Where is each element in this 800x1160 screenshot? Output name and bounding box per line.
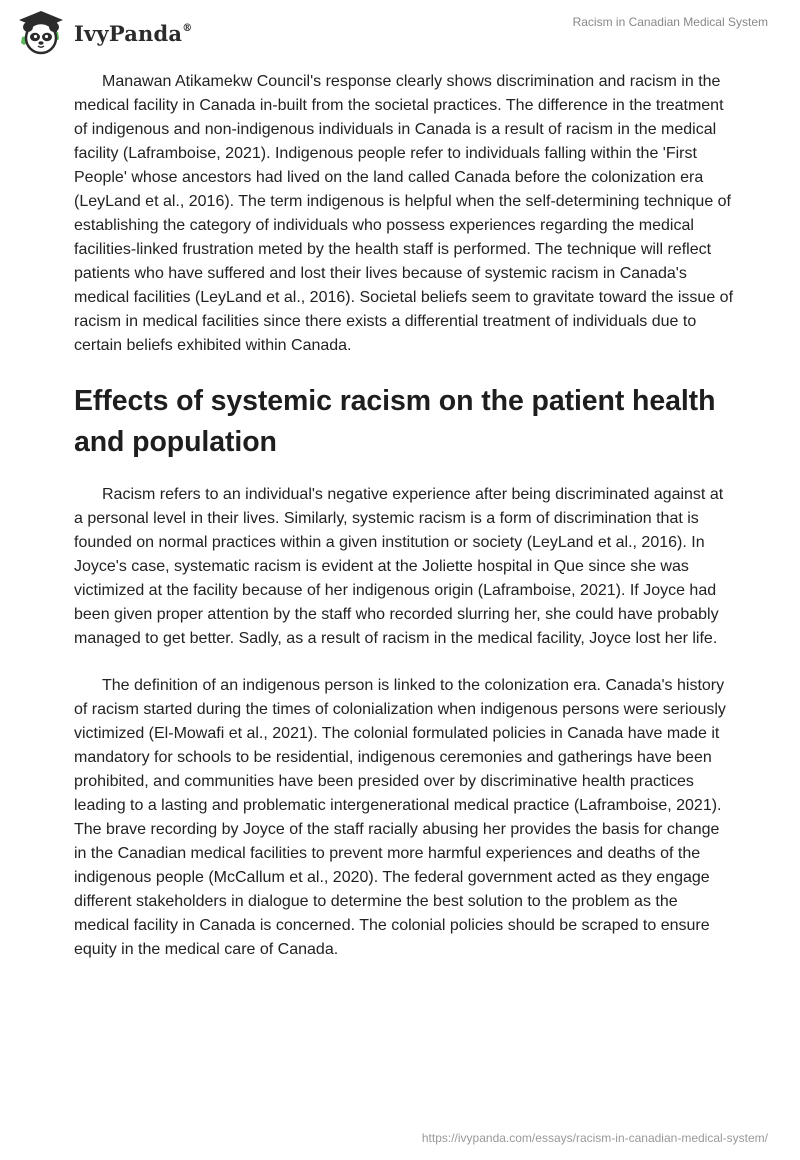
section-heading: Effects of systemic racism on the patient health and population xyxy=(74,385,716,458)
source-url-link[interactable]: https://ivypanda.com/essays/racism-in-canadian-medical-system/ xyxy=(421,1131,768,1145)
logo-text: IvyPanda® xyxy=(74,20,193,46)
logo[interactable] xyxy=(14,9,192,57)
panda-logo-icon xyxy=(14,9,68,57)
page-header xyxy=(0,0,800,70)
paragraph-1: Manawan Atikamekw Council's response clearly shows discrimination and racism in the medical facility in Canada in-built from the societal practices. The difference in the treatment of indigenous and non-indigenous individuals in Canada is a result of racism in the medical facility (Laframboise, 2021). Indigenous people refer to individuals falling within the 'First People' whose ancestors had lived on the land called Canada before the colonization era (LeyLand et al., 2016). The term indigenous is helpful when the self-determining technique of establishing the category of individuals who possess experiences regarding the medical facilities-linked frustration meted by the health staff is performed. The technique will reflect patients who have suffered and lost their lives because of systemic racism in Canada's medical facilities (LeyLand et al., 2016). Societal beliefs seem to gravitate toward the issue of racism in medical facilities since there exists a differential treatment of individuals due to certain beliefs exhibited within Canada. xyxy=(74,73,734,354)
article-body xyxy=(74,70,734,985)
document-title: Racism in Canadian Medical System xyxy=(572,15,768,29)
paragraph-3: The definition of an indigenous person is linked to the colonization era. Canada's history of racism started during the times of colonialization when indigenous persons were seriously victimized (El-Mowafi et al., 2021). The colonial formulated policies in Canada have made it mandatory for schools to be residential, indigenous ceremonies and gatherings have been prohibited, and communities have been presided over by discriminative health practices leading to a lasting and problematic intergenerational medical practice (Laframboise, 2021). The brave recording by Joyce of the staff racially abusing her provides the basis for change in the Canadian medical facilities to prevent more harmful experiences and deaths of the indigenous people (McCallum et al., 2020). The federal government acted as they engage different stakeholders in dialogue to determine the best solution to the problem as the medical facility in Canada is concerned. The colonial policies should be scraped to ensure equity in the medical care of Canada. xyxy=(74,677,726,958)
paragraph-2: Racism refers to an individual's negative experience after being discriminated against at a personal level in their lives. Similarly, systemic racism is a form of discrimination that is founded on normal practices within a given institution or society (LeyLand et al., 2016). In Joyce's case, systematic racism is evident at the Joliette hospital in Que since she was victimized at the facility because of her indigenous origin (Laframboise, 2021). If Joyce had been given proper attention by the staff who recorded slurring her, she could have probably managed to get better. Sadly, as a result of racism in the medical facility, Joyce lost her life. xyxy=(74,486,724,647)
